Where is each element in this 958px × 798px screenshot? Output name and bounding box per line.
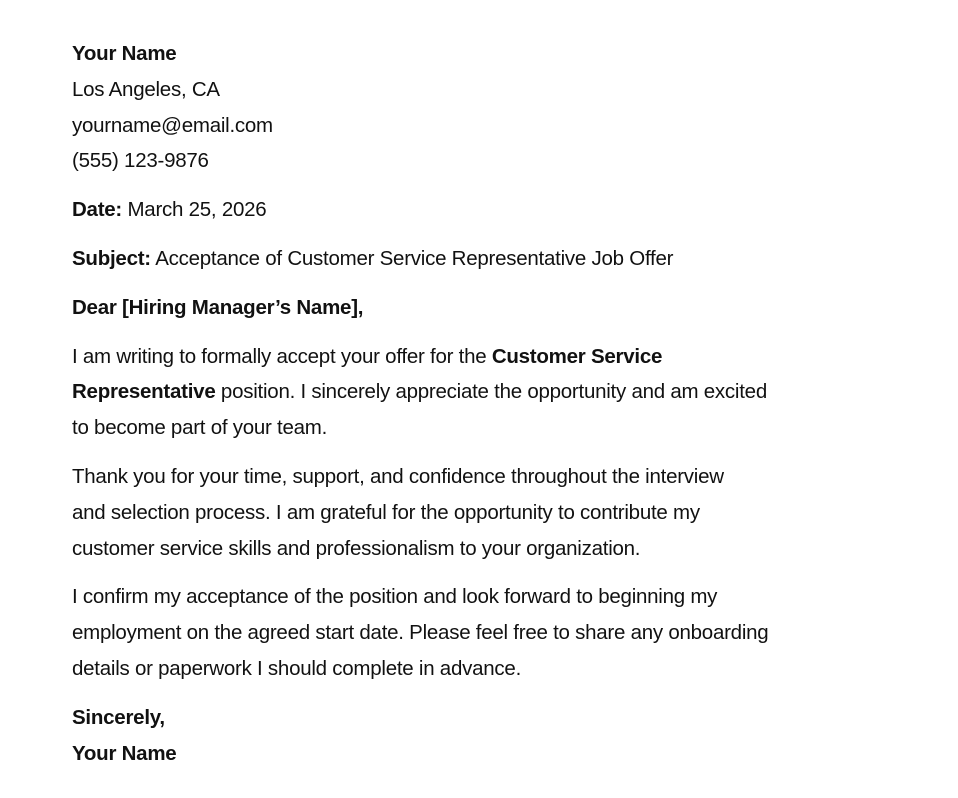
salutation-text: Dear [Hiring Manager’s Name],: [72, 295, 364, 319]
p1-line2-text: position. I sincerely appreciate the opportunity and am excited: [215, 380, 767, 404]
signature-name: Your Name: [72, 741, 177, 765]
sender-block: [72, 36, 902, 179]
p2-line1-text: Thank you for your time, support, and confidence throughout the interview: [72, 464, 724, 488]
body-paragraph-2: [72, 459, 902, 566]
date-value: March 25, 2026: [127, 198, 267, 222]
p3-line3-text: details or paperwork I should complete in advance.: [72, 656, 522, 680]
closing-block: [72, 700, 902, 772]
p1-line3-text: to become part of your team.: [72, 416, 328, 440]
salutation: [72, 290, 902, 326]
sender-phone: (555) 123-9876: [72, 149, 209, 173]
p2-line3-text: customer service skills and professionalism to your organization.: [72, 536, 641, 560]
p3-line2-text: employment on the agreed start date. Please feel free to share any onboarding: [72, 621, 769, 645]
body-paragraph-1: [72, 339, 902, 446]
body-paragraph-3: [72, 579, 902, 686]
date-line: [72, 192, 902, 228]
subject-value: Acceptance of Customer Service Representative Job Offer: [155, 246, 674, 270]
sender-name: Your Name: [72, 42, 177, 65]
p2-line2-text: and selection process. I am grateful for the opportunity to contribute my: [72, 500, 700, 524]
subject-line: [72, 241, 902, 277]
valediction: Sincerely,: [72, 705, 165, 729]
letter-document: [72, 36, 902, 771]
sender-location: Los Angeles, CA: [72, 77, 220, 101]
job-title-part2: Representative: [72, 380, 216, 404]
subject-label: Subject:: [72, 246, 151, 270]
sender-email: yourname@email.com: [72, 113, 273, 137]
job-title-part1: Customer Service: [491, 344, 663, 368]
p3-line1-text: I confirm my acceptance of the position and look forward to beginning my: [72, 585, 718, 609]
date-label: Date:: [72, 198, 123, 222]
p1-line1-text: I am writing to formally accept your offer for the: [72, 344, 492, 368]
